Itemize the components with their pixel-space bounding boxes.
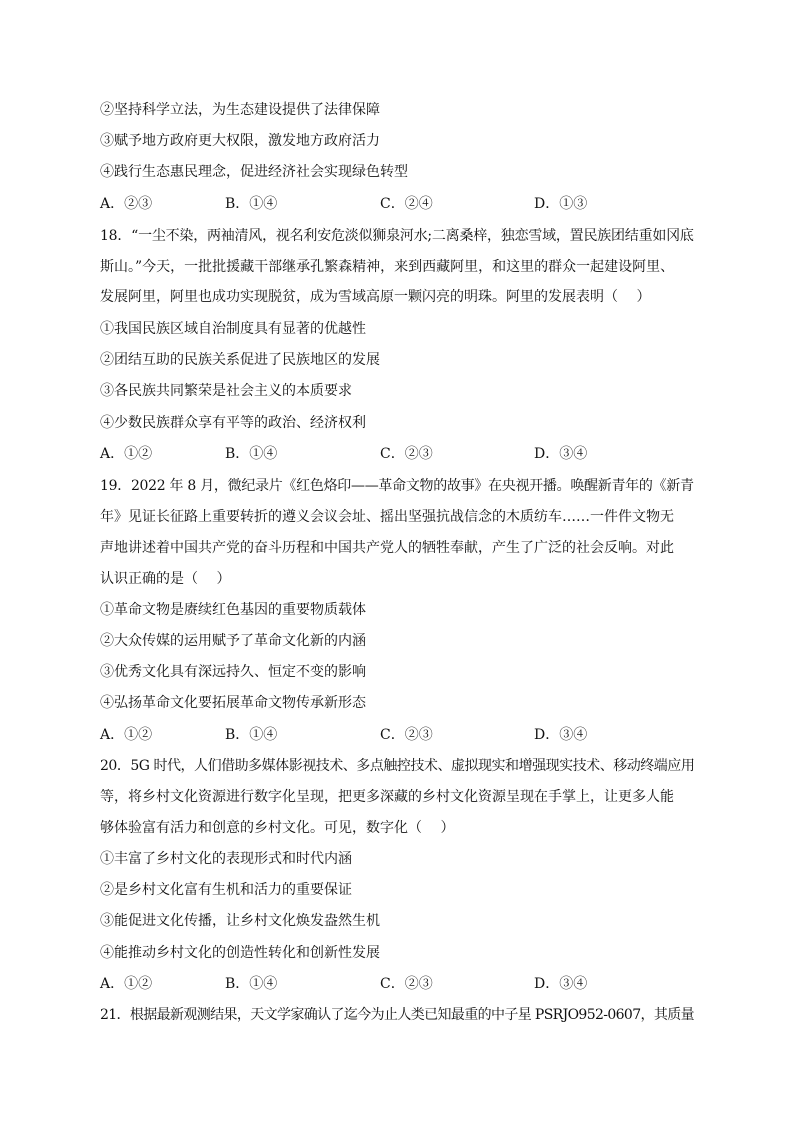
q20-option-2: ②是乡村文化富有生机和活力的重要保证 [100, 882, 352, 898]
q18-choice-b: B．①④ [225, 446, 278, 462]
q19-choice-d: D．③④ [534, 727, 588, 743]
q19-stem-line-4: 认识正确的是（ ） [100, 571, 231, 587]
q17-choice-b: B．①④ [225, 196, 278, 212]
q20-choice-b: B．①④ [225, 976, 278, 992]
q18-option-4: ④少数民族群众享有平等的政治、经济权利 [100, 415, 366, 431]
q17-choice-a: A．②③ [100, 196, 153, 212]
q18-choice-c: C．②③ [380, 446, 433, 462]
q20-stem-line-3: 够体验富有活力和创意的乡村文化。可见，数字化（ ） [100, 820, 455, 836]
q19-choice-a: A．①② [100, 727, 153, 743]
q21-stem-line-1: 21．根据最新观测结果，天文学家确认了迄今为止人类已知最重的中子星 PSRJO952-0607，其质量 [100, 1007, 694, 1023]
q19-option-3: ③优秀文化具有深远持久、恒定不变的影响 [100, 664, 366, 680]
q20-choice-a: A．①② [100, 976, 153, 992]
q19-choice-c: C．②③ [380, 727, 433, 743]
q19-option-2: ②大众传媒的运用赋予了革命文化新的内涵 [100, 633, 366, 649]
q17-choice-c: C．②④ [380, 196, 433, 212]
q18-stem-line-1: 18．“一尘不染，两袖清风，视名利安危淡似狮泉河水;二离桑梓，独恋雪域，置民族团结重如冈底 [100, 228, 694, 244]
q17-option-2: ②坚持科学立法，为生态建设提供了法律保障 [100, 102, 380, 118]
q19-stem-line-3: 声地讲述着中国共产党的奋斗历程和中国共产党人的牺牲奉献，产生了广泛的社会反响。对此 [100, 540, 674, 556]
q18-choice-d: D．③④ [534, 446, 588, 462]
q20-choice-d: D．③④ [534, 976, 588, 992]
q20-stem-line-1: 20．5G 时代，人们借助多媒体影视技术、多点触控技术、虚拟现实和增强现实技术、移动终端应用 [100, 758, 695, 774]
q20-option-4: ④能推动乡村文化的创造性转化和创新性发展 [100, 945, 380, 961]
q17-option-3: ③赋予地方政府更大权限，激发地方政府活力 [100, 133, 380, 149]
q20-choice-c: C．②③ [380, 976, 433, 992]
q20-option-3: ③能促进文化传播，让乡村文化焕发盎然生机 [100, 913, 380, 929]
q20-option-1: ①丰富了乡村文化的表现形式和时代内涵 [100, 851, 352, 867]
q19-stem-line-1: 19．2022 年 8 月，微纪录片《红色烙印——革命文物的故事》在央视开播。唤醒新青年的《新青 [100, 478, 694, 494]
q19-choice-b: B．①④ [225, 727, 278, 743]
q20-stem-line-2: 等，将乡村文化资源进行数字化呈现，把更多深藏的乡村文化资源呈现在手掌上，让更多人能 [100, 789, 674, 805]
q18-choice-a: A．①② [100, 446, 153, 462]
q17-choice-d: D．①③ [534, 196, 588, 212]
q19-option-1: ①革命文物是赓续红色基因的重要物质载体 [100, 602, 366, 618]
q18-stem-line-3: 发展阿里，阿里也成功实现脱贫，成为雪域高原一颗闪亮的明珠。阿里的发展表明（ ） [100, 289, 651, 305]
q18-stem-line-2: 斯山。”今天，一批批援藏干部继承孔繁森精神，来到西藏阿里，和这里的群众一起建设阿里、 [100, 259, 675, 275]
q18-option-2: ②团结互助的民族关系促进了民族地区的发展 [100, 352, 380, 368]
q18-option-1: ①我国民族区域自治制度具有显著的优越性 [100, 321, 366, 337]
q17-option-4: ④践行生态惠民理念，促进经济社会实现绿色转型 [100, 164, 408, 180]
q19-option-4: ④弘扬革命文化要拓展革命文物传承新形态 [100, 695, 366, 711]
q18-option-3: ③各民族共同繁荣是社会主义的本质要求 [100, 383, 352, 399]
q19-stem-line-2: 年》见证长征路上重要转折的遵义会议会址、摇出坚强抗战信念的木质纺车……一件件文物无 [100, 509, 674, 525]
